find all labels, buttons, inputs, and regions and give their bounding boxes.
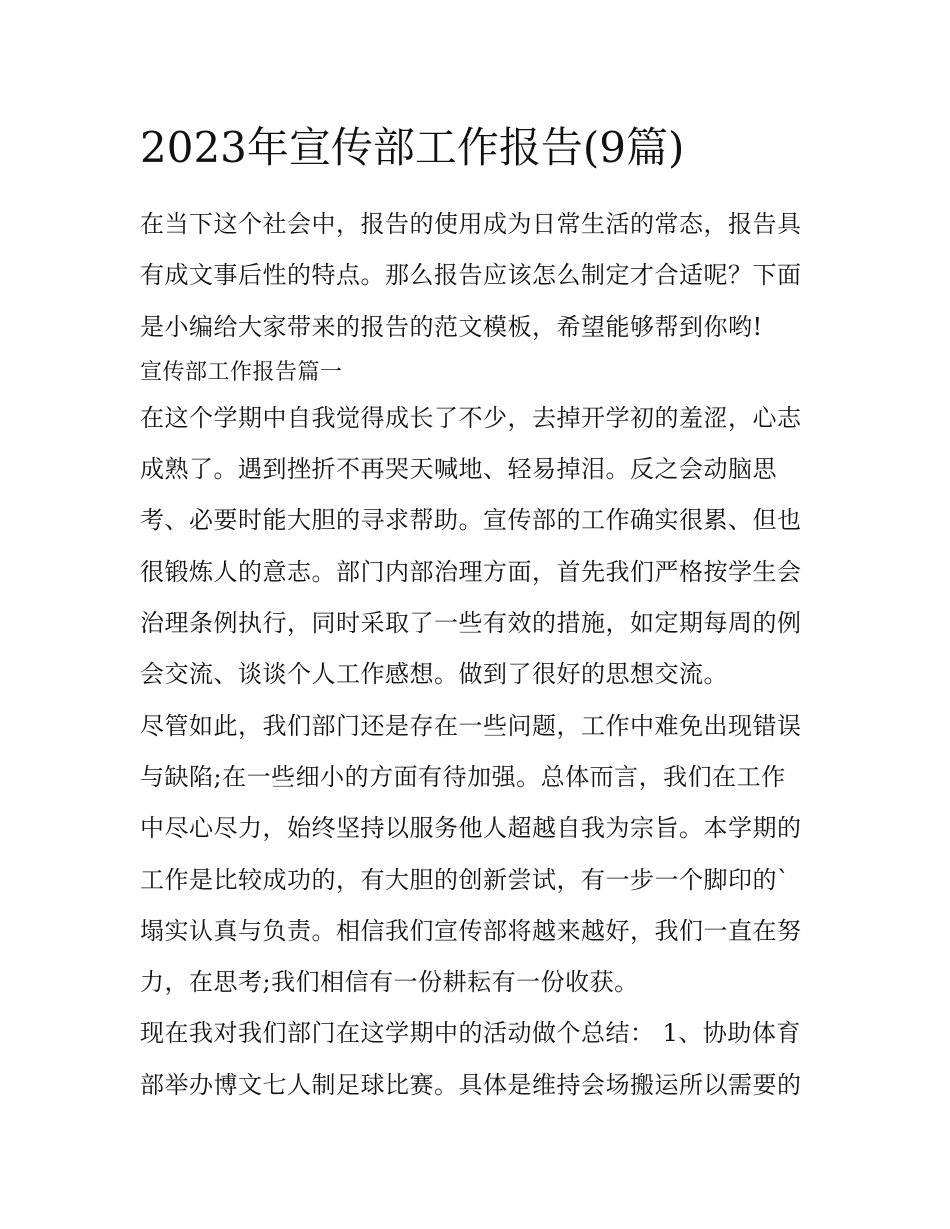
body-line: 会交流、谈谈个人工作感想。做到了很好的思想交流。 — [140, 660, 728, 689]
section-heading: 宣传部工作报告篇一 — [140, 359, 343, 385]
body-line: 成熟了。遇到挫折不再哭天喊地、轻易掉泪。反之会动脑思 — [140, 455, 777, 484]
body-line: 有成文事后性的特点。那么报告应该怎么制定才合适呢？下面 — [140, 261, 802, 290]
document-title: 2023年宣传部工作报告(9篇) — [140, 123, 685, 172]
body-line: 力，在思考;我们相信有一份耕耘有一份收获。 — [140, 968, 639, 997]
body-line: 治理条例执行，同时采取了一些有效的措施，如定期每周的例 — [140, 609, 802, 638]
body-line: 考、必要时能大胆的寻求帮助。宣传部的工作确实很累、但也 — [140, 506, 802, 535]
body-line: 与缺陷;在一些细小的方面有待加强。总体而言，我们在工作 — [140, 762, 786, 791]
body-line: 部举办博文七人制足球比赛。具体是维持会场搬运所以需要的 — [140, 1070, 802, 1099]
body-line: 中尽心尽力，始终坚持以服务他人超越自我为宗旨。本学期的 — [140, 814, 802, 843]
body-line: 工作是比较成功的，有大胆的创新尝试，有一步一个脚印的` — [140, 865, 790, 894]
document-body — [140, 199, 812, 1111]
body-line: 尽管如此，我们部门还是存在一些问题，工作中难免出现错误 — [140, 711, 802, 740]
body-line: 在这个学期中自我觉得成长了不少，去掉开学初的羞涩，心志 — [140, 403, 802, 432]
body-line: 在当下这个社会中，报告的使用成为日常生活的常态，报告具 — [140, 210, 802, 238]
body-line: 是小编给大家带来的报告的范文模板，希望能够帮到你哟! — [140, 312, 763, 341]
body-line: 现在我对我们部门在这学期中的活动做个总结： 1、协助体育 — [140, 1019, 801, 1048]
body-line: 塌实认真与负责。相信我们宣传部将越来越好，我们一直在努 — [140, 916, 802, 945]
body-line: 很锻炼人的意志。部门内部治理方面，首先我们严格按学生会 — [140, 557, 802, 586]
